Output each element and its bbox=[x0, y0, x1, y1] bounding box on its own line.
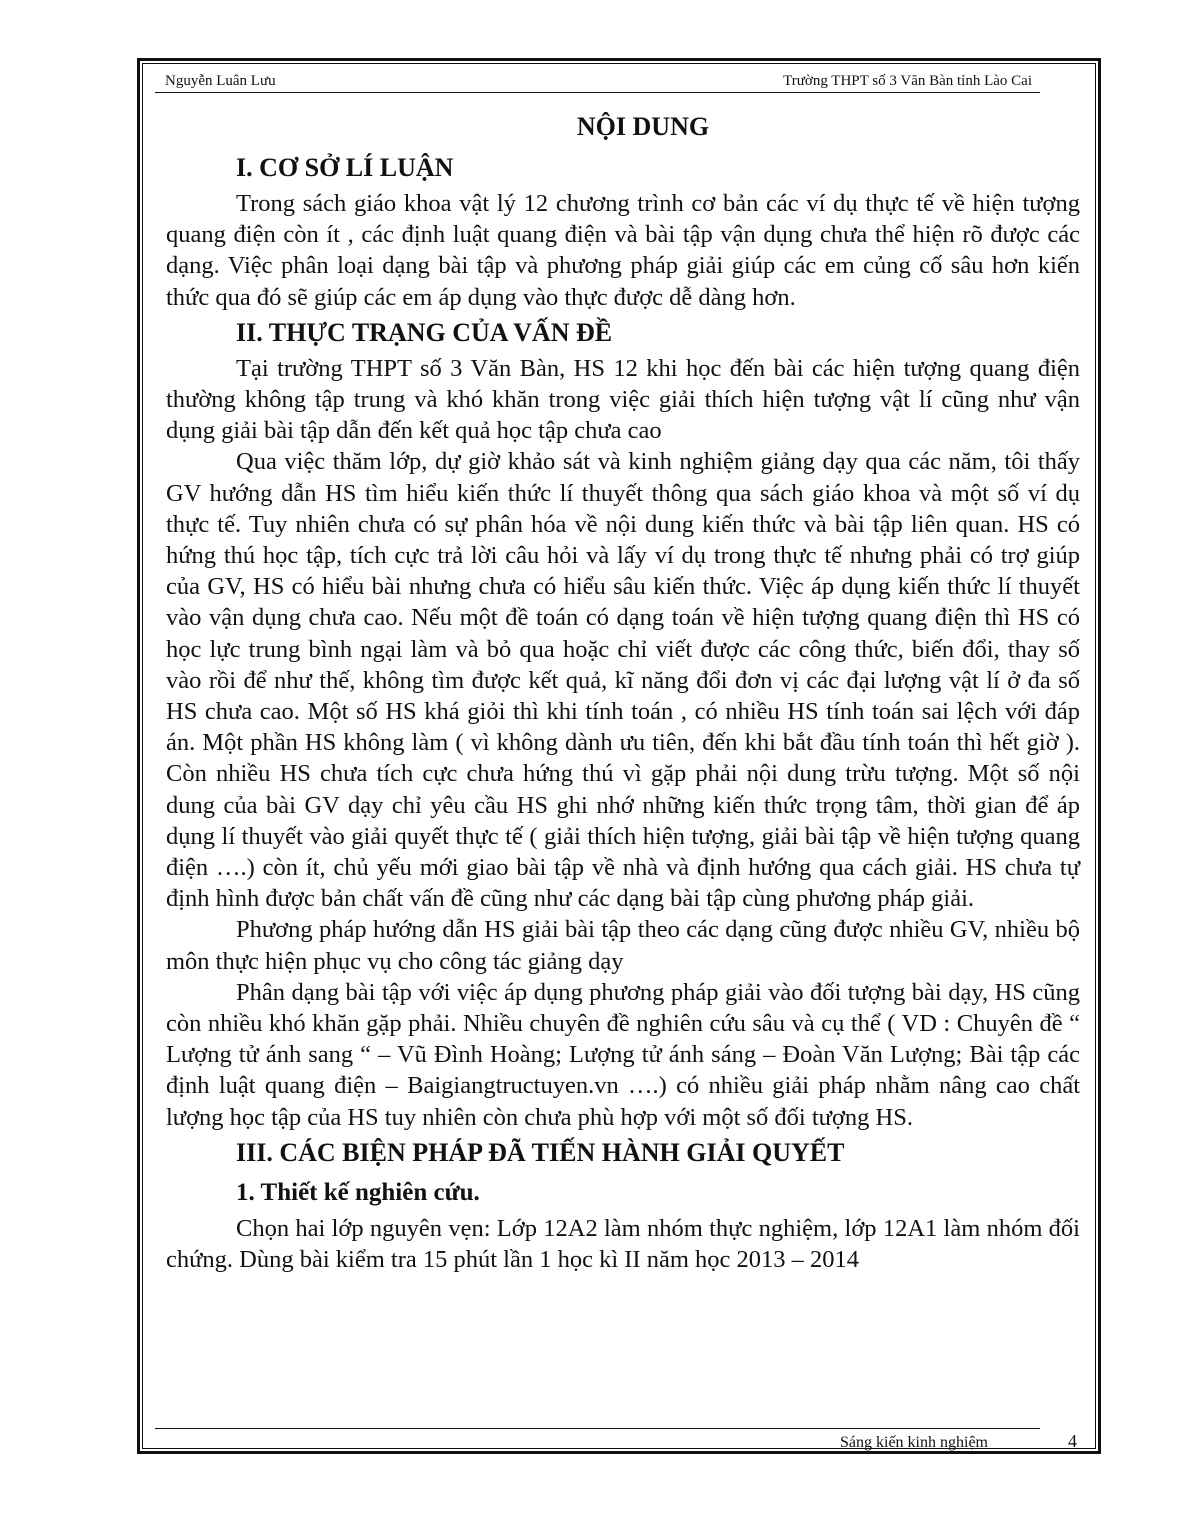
section-3-heading: III. CÁC BIỆN PHÁP ĐÃ TIẾN HÀNH GIẢI QUYẾT bbox=[236, 1137, 845, 1167]
section-1-paragraph-1: Trong sách giáo khoa vật lý 12 chương trình cơ bản các ví dụ thực tế về hiện tượng quang điện còn ít , các định luật quang điện và bài tập vận dụng chưa thể hiện rõ được các dạng. Việc phân loại dạng bài tập và phương pháp giải giúp các em củng cố sâu hơn kiến thức qua đó sẽ giúp các em áp dụng vào thực được dễ dàng hơn. bbox=[166, 190, 1080, 311]
section-2-paragraph-4: Phân dạng bài tập với việc áp dụng phương pháp giải vào đối tượng bài dạy, HS cũng còn nhiều khó khăn gặp phải. Nhiều chuyên đề nghiên cứu sâu và cụ thể ( VD : Chuyên đề “ Lượng tử ánh sang “ – Vũ Đình Hoàng; Lượng tử ánh sáng – Đoàn Văn Lượng; Bài tập các định luật quang điện – Baigiangtructuyen.vn ….) có nhiều giải pháp nhằm nâng cao chất lượng học tập của HS tuy nhiên còn chưa phù hợp với một số đối tượng HS. bbox=[166, 978, 1080, 1131]
section-2-paragraph-1: Tại trường THPT số 3 Văn Bàn, HS 12 khi học đến bài các hiện tượng quang điện thường không tập trung và khó khăn trong việc giải thích hiện tượng vật lí cũng như vận dụng giải bài tập dẫn đến kết quả học tập chưa cao bbox=[166, 354, 1080, 445]
header-author: Nguyễn Luân Lưu bbox=[165, 73, 276, 89]
footer-label: Sáng kiến kinh nghiệm bbox=[840, 1434, 988, 1451]
page-number: 4 bbox=[1068, 1431, 1077, 1451]
section-2-paragraph-2: Qua việc thăm lớp, dự giờ khảo sát và kinh nghiệm giảng dạy qua các năm, tôi thấy GV hướng dẫn HS tìm hiểu kiến thức lí thuyết thông qua sách giáo khoa và một số ví dụ thực tế. Tuy nhiên chưa có sự phân hóa về nội dung kiến thức và bài tập liên quan. HS có hứng thú học tập, tích cực trả lời câu hỏi và lấy ví dụ trong thực tế nhưng phải có trợ giúp của GV, HS có hiểu bài nhưng chưa có hiểu sâu kiến thức. Việc áp dụng kiến thức lí thuyết vào vận dụng chưa cao. Nếu một đề toán có dạng toán về hiện tượng quang điện thì HS có học lực trung bình ngại làm và bỏ qua hoặc chỉ viết được các công thức, biến đổi, thay số vào rồi để như thế, không tìm được kết quả, kĩ năng đổi đơn vị các đại lượng vật lí ở đa số HS chưa cao. Một số HS khá giỏi thì khi tính toán , có nhiều HS tính toán sai lệch với đáp án. Một phần HS không làm ( vì không dành ưu tiên, đến khi bắt đầu tính toán thì hết giờ ). Còn nhiều HS chưa tích cực chưa hứng thú vì gặp phải nội dung trừu tượng. Một số nội dung của bài GV dạy chỉ yêu cầu HS ghi nhớ những kiến thức trọng tâm, thời gian để áp dụng lí thuyết vào giải quyết thực tế ( giải thích hiện tượng, giải bài tập về hiện tượng quang điện ….) còn ít, chủ yếu mới giao bài tập về nhà và định hướng qua cách giải. HS chưa tự định hình được bản chất vấn đề cũng như các dạng bài tập cùng phương pháp giải. bbox=[166, 448, 1080, 913]
section-3-1-heading: 1. Thiết kế nghiên cứu. bbox=[236, 1178, 480, 1206]
header-school: Trường THPT số 3 Văn Bàn tỉnh Lào Cai bbox=[783, 73, 1032, 89]
section-2-paragraph-3: Phương pháp hướng dẫn HS giải bài tập theo các dạng cũng được nhiều GV, nhiều bộ môn thực hiện phục vụ cho công tác giảng dạy bbox=[166, 916, 1080, 975]
page-title: NỘI DUNG bbox=[576, 112, 710, 141]
section-2-heading: II. THỰC TRẠNG CỦA VẤN ĐỀ bbox=[236, 317, 613, 347]
section-3-1-paragraph-1: Chọn hai lớp nguyên vẹn: Lớp 12A2 làm nhóm thực nghiệm, lớp 12A1 làm nhóm đối chứng. Dùng bài kiểm tra 15 phút lần 1 học kì II năm học 2013 – 2014 bbox=[166, 1214, 1080, 1274]
section-1-heading: I. CƠ SỞ LÍ LUẬN bbox=[236, 153, 454, 182]
document-body bbox=[166, 106, 1080, 1275]
header-divider bbox=[155, 92, 1040, 93]
footer-divider bbox=[155, 1428, 1040, 1429]
page-header bbox=[165, 68, 1032, 90]
